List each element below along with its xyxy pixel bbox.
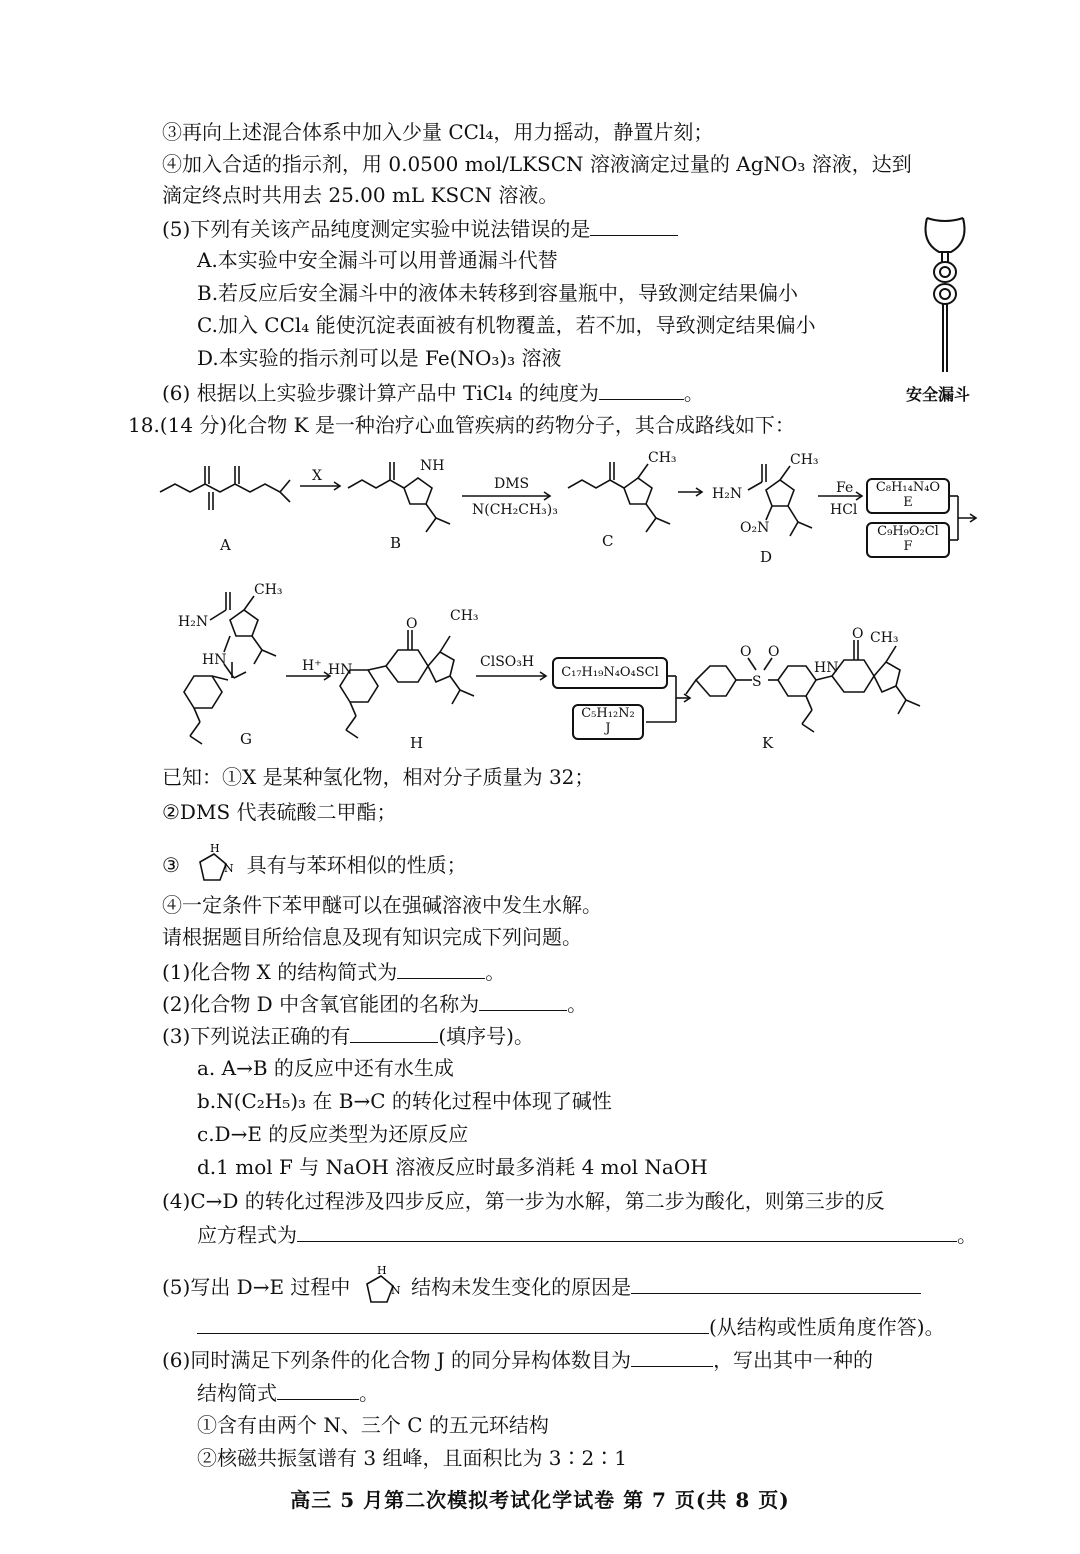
step4-text-line1: ④加入合适的指示剂，用 0.0500 mol/LKSCN 溶液滴定过量的 AgNO₃ 溶液，达到 (162, 152, 912, 176)
svg-text:O₂N: O₂N (740, 520, 770, 536)
safety-funnel-figure (915, 212, 975, 377)
pyrazole-ring-figure-2 (357, 1264, 405, 1308)
svg-text:CH₃: CH₃ (450, 608, 479, 624)
svg-text:O: O (740, 644, 752, 660)
question-4-line1: (4)C→D 的转化过程涉及四步反应，第一步为水解，第二步为酸化，则第三步的反 (162, 1189, 885, 1213)
option-5b: B.若反应后安全漏斗中的液体未转移到容量瓶中，导致测定结果偏小 (197, 281, 799, 305)
svg-text:HCl: HCl (830, 502, 858, 518)
option-5c: C.加入 CCl₄ 能使沉淀表面被有机物覆盖，若不加，导致测定结果偏小 (197, 313, 816, 337)
svg-text:B: B (390, 534, 402, 552)
answer-blank-2[interactable] (479, 988, 567, 1011)
question-6b-line2: 结构简式 。 (197, 1377, 379, 1408)
answer-blank-4[interactable] (297, 1219, 957, 1242)
svg-text:CH₃: CH₃ (648, 450, 677, 466)
answer-blank-3[interactable] (350, 1020, 438, 1043)
question-3: (3)下列说法正确的有 (填序号)。 (162, 1020, 534, 1051)
known-4: ④一定条件下苯甲醚可以在强碱溶液中发生水解。 (162, 893, 602, 917)
answer-blank-5[interactable] (631, 1271, 921, 1294)
step4-text-line2: 滴定终点时共用去 25.00 mL KSCN 溶液。 (162, 183, 559, 207)
svg-text:K: K (762, 734, 774, 752)
question-1: (1)化合物 X 的结构简式为 。 (162, 956, 505, 987)
answer-blank-6-structure[interactable] (277, 1377, 359, 1400)
svg-text:S: S (752, 674, 762, 690)
option-3d: d.1 mol F 与 NaOH 溶液反应时最多消耗 4 mol NaOH (197, 1155, 708, 1179)
svg-text:H: H (410, 734, 424, 752)
compound-i-box: C₁₇H₁₉N₄O₄SCl (552, 657, 668, 689)
answer-blank-q5[interactable] (590, 213, 678, 236)
svg-text:NH: NH (420, 458, 445, 474)
svg-text:CH₃: CH₃ (254, 582, 283, 598)
svg-text:CH₃: CH₃ (870, 630, 899, 646)
svg-text:G: G (240, 730, 252, 748)
scheme-atoms (178, 450, 899, 690)
condition-2: ②核磁共振氢谱有 3 组峰，且面积比为 3∶2∶1 (197, 1446, 627, 1470)
step3-text: ③再向上述混合体系中加入少量 CCl₄，用力摇动，静置片刻； (162, 120, 714, 144)
condition-1: ①含有由两个 N、三个 C 的五元环结构 (197, 1413, 549, 1437)
svg-text:X: X (312, 468, 322, 484)
svg-text:C: C (602, 532, 614, 550)
known-2: ②DMS 代表硫酸二甲酯； (162, 800, 397, 824)
question-5b-line2: (从结构或性质角度作答)。 (197, 1311, 945, 1342)
compound-a-chain (160, 484, 290, 502)
intro-text: 请根据题目所给信息及现有知识完成下列问题。 (162, 925, 582, 949)
svg-text:HN: HN (328, 662, 353, 678)
page-footer: 高三 5 月第二次模拟考试化学试卷 第 7 页(共 8 页) (290, 1488, 790, 1512)
svg-text:H: H (210, 842, 220, 855)
answer-blank-q6[interactable] (599, 377, 684, 400)
safety-funnel-label: 安全漏斗 (906, 385, 971, 404)
answer-blank-6-count[interactable] (631, 1344, 713, 1367)
svg-text:HN: HN (202, 652, 227, 668)
svg-text:N: N (390, 1284, 401, 1297)
compound-f-box: C₉H₉O₂Cl F (866, 522, 950, 558)
svg-text:Fe: Fe (836, 480, 854, 496)
pyrazole-ring-figure (186, 842, 240, 886)
scheme-compound-labels (219, 532, 774, 752)
svg-text:DMS: DMS (494, 476, 530, 492)
svg-text:H⁺: H⁺ (302, 658, 322, 674)
svg-text:H₂N: H₂N (178, 614, 209, 630)
svg-text:N(CH₂CH₃)₃: N(CH₂CH₃)₃ (472, 502, 558, 518)
svg-text:HN: HN (814, 660, 839, 676)
known-1: 已知：①X 是某种氢化物，相对分子质量为 32； (162, 765, 595, 789)
question-6b: (6)同时满足下列条件的化合物 J 的同分异构体数目为 ，写出其中一种的 (162, 1344, 873, 1375)
svg-text:O: O (768, 644, 780, 660)
svg-text:O: O (852, 626, 864, 642)
question-4-line2: 应方程式为 。 (197, 1219, 977, 1250)
option-5d: D.本实验的指示剂可以是 Fe(NO₃)₃ 溶液 (197, 346, 562, 370)
answer-blank-5-cont[interactable] (197, 1311, 709, 1334)
svg-text:A: A (220, 536, 231, 554)
svg-text:H₂N: H₂N (712, 486, 743, 502)
known-3: ③ H N 具有与苯环相似的性质； (162, 842, 467, 886)
option-3b: b.N(C₂H₅)₃ 在 B→C 的转化过程中体现了碱性 (197, 1089, 612, 1113)
compound-j-box: C₅H₁₂N₂ J (572, 704, 644, 740)
compound-e-box: C₈H₁₄N₄O E (866, 478, 950, 514)
question-2: (2)化合物 D 中含氧官能团的名称为 。 (162, 988, 587, 1019)
option-3c: c.D→E 的反应类型为还原反应 (197, 1122, 469, 1146)
answer-blank-1[interactable] (397, 956, 485, 979)
question-18-heading: 18.(14 分)化合物 K 是一种治疗心血管疾病的药物分子，其合成路线如下： (128, 413, 795, 437)
question-5: (5)下列有关该产品纯度测定实验中说法错误的是 (162, 213, 678, 244)
question-5b: (5)写出 D→E 过程中 H N 结构未发生变化的原因是 (162, 1264, 921, 1308)
svg-text:N: N (224, 862, 234, 875)
svg-text:D: D (760, 548, 773, 566)
svg-text:CH₃: CH₃ (790, 452, 819, 468)
synthesis-scheme (150, 440, 980, 770)
option-3a: a. A→B 的反应中还有水生成 (197, 1056, 454, 1080)
option-5a: A.本实验中安全漏斗可以用普通漏斗代替 (197, 248, 558, 272)
svg-text:O: O (406, 616, 418, 632)
svg-text:ClSO₃H: ClSO₃H (480, 654, 535, 670)
question-6: (6) 根据以上实验步骤计算产品中 TiCl₄ 的纯度为 。 (162, 377, 704, 408)
svg-text:H: H (376, 1264, 387, 1277)
